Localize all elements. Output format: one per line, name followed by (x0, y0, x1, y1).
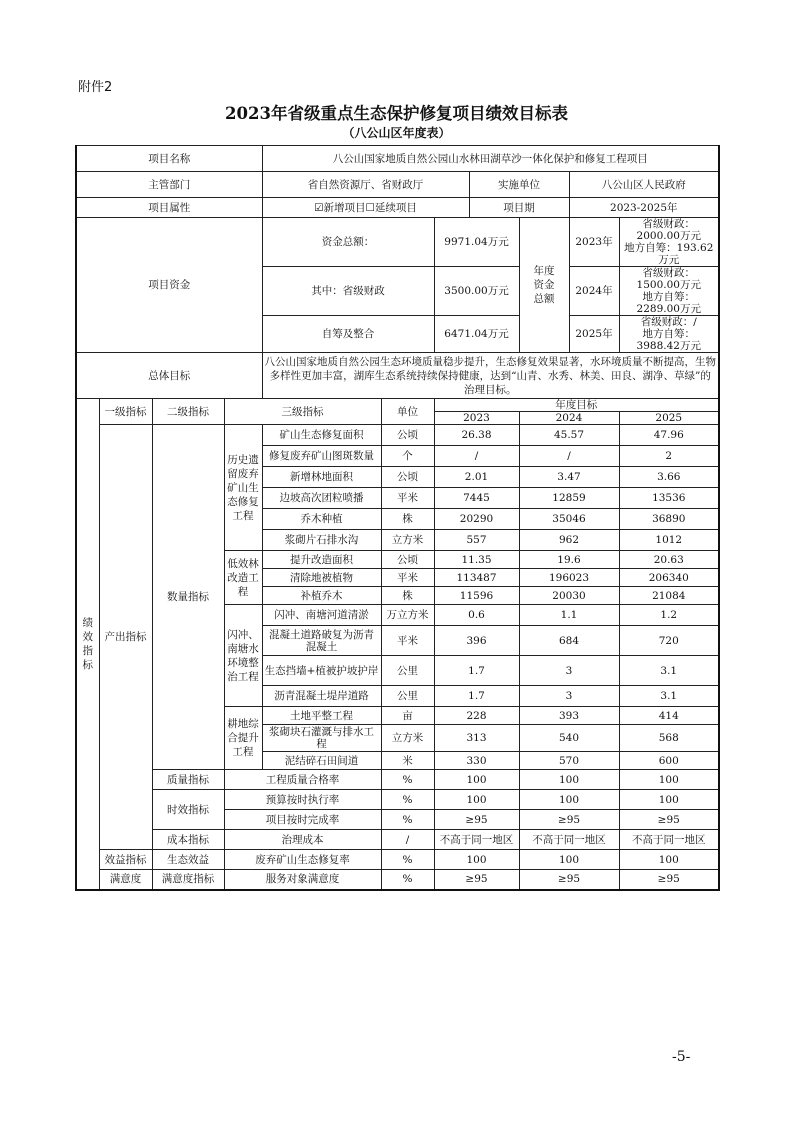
table-cell: / (381, 830, 434, 850)
dept: 省自然资源厅、省财政厅 (262, 172, 469, 198)
table-cell: 568 (619, 725, 719, 752)
group-water: 闪冲、南塘水环境整治工程 (224, 605, 262, 707)
performance-table (75, 145, 720, 891)
table-cell: ≥95 (519, 870, 619, 890)
table-cell: 720 (619, 626, 719, 656)
cell-text: 地方自筹：3988.42万元 (636, 328, 701, 352)
header-2023: 2023 (434, 412, 519, 425)
prov-value: 3500.00万元 (434, 267, 519, 316)
table-cell: 45.57 (519, 425, 619, 446)
table-cell: % (381, 810, 434, 830)
table-cell: 684 (519, 626, 619, 656)
table-cell: 提升改造面积 (262, 551, 381, 569)
table-cell: 3 (519, 656, 619, 686)
attachment-label: 附件2 (78, 80, 113, 95)
table-cell: 沥青混凝土堤岸道路 (262, 686, 381, 707)
table-cell: 26.38 (434, 425, 519, 446)
table-row (76, 770, 719, 790)
table-cell: 2.01 (434, 467, 519, 488)
cell-text: 地方自筹：2289.00万元 (636, 291, 701, 315)
table-cell: 330 (434, 752, 519, 770)
table-cell: 服务对象满意度 (224, 870, 381, 890)
satisfaction-label: 满意度 (99, 870, 152, 890)
quantity-label: 数量指标 (152, 425, 224, 770)
table-cell: 13536 (619, 488, 719, 509)
benefit-label: 效益指标 (99, 850, 152, 870)
table-cell: 196023 (519, 569, 619, 587)
table-cell: 项目按时完成率 (224, 810, 381, 830)
table-cell: 2 (619, 446, 719, 467)
table-cell: 株 (381, 509, 434, 530)
table-row (76, 870, 719, 890)
page-number: -5- (672, 1049, 691, 1065)
row-dept (76, 172, 719, 198)
table-cell: 540 (519, 725, 619, 752)
table-cell: 393 (519, 707, 619, 725)
table-cell: 1.1 (519, 605, 619, 626)
table-cell: 600 (619, 752, 719, 770)
table-row (76, 850, 719, 870)
self-label: 自筹及整合 (262, 316, 434, 353)
table-cell: 36890 (619, 509, 719, 530)
cell-text: 省级财政：2000.00万元 (636, 218, 701, 242)
year-2025: 2025年 (569, 316, 619, 353)
table-cell: 公里 (381, 686, 434, 707)
self-value: 6471.04万元 (434, 316, 519, 353)
table-cell: 1.7 (434, 656, 519, 686)
impl: 八公山区人民政府 (569, 172, 719, 198)
table-cell: 100 (519, 850, 619, 870)
table-cell: 113487 (434, 569, 519, 587)
table-cell: 不高于同一地区 (519, 830, 619, 850)
header-2024: 2024 (519, 412, 619, 425)
table-cell: 1012 (619, 530, 719, 551)
group-farmland: 耕地综合提升工程 (224, 707, 262, 770)
year-2024: 2024年 (569, 267, 619, 316)
header-l1: 一级指标 (99, 399, 152, 425)
table-cell: 20030 (519, 587, 619, 605)
table-cell: 3.47 (519, 467, 619, 488)
table-cell: 混凝土道路破复为沥青混凝土 (262, 626, 381, 656)
table-cell: 清除地被植物 (262, 569, 381, 587)
fund-2023 (619, 218, 719, 267)
table-cell: 土地平整工程 (262, 707, 381, 725)
table-cell: 100 (619, 850, 719, 870)
table-cell: ≥95 (434, 870, 519, 890)
table-cell: 泥结碎石田间道 (262, 752, 381, 770)
table-cell: 平米 (381, 569, 434, 587)
page-title: 2023年省级重点生态保护修复项目绩效目标表 (225, 104, 568, 123)
table-cell: % (381, 870, 434, 890)
table-cell: 亩 (381, 707, 434, 725)
table-cell: 47.96 (619, 425, 719, 446)
header-unit: 单位 (381, 399, 434, 425)
table-row (76, 790, 719, 810)
attr: ☑新增项目☐延续项目 (262, 198, 469, 218)
table-cell: 20290 (434, 509, 519, 530)
table-cell: 公里 (381, 656, 434, 686)
table-cell: 乔木种植 (262, 509, 381, 530)
table-cell: ≥95 (519, 810, 619, 830)
perf-label (76, 399, 99, 890)
table-row (76, 425, 719, 446)
year-2023: 2023年 (569, 218, 619, 267)
table-cell: 公顷 (381, 467, 434, 488)
header-l3: 三级指标 (224, 399, 381, 425)
table-cell: 个 (381, 446, 434, 467)
table-cell: 0.6 (434, 605, 519, 626)
annual-fund-label (519, 218, 569, 353)
table-cell: 100 (434, 790, 519, 810)
table-cell: 313 (434, 725, 519, 752)
total-value: 9971.04万元 (434, 218, 519, 267)
cell-text: 省级财政：/ (640, 316, 697, 328)
fund-2025 (619, 316, 719, 353)
table-cell: 修复废弃矿山图斑数量 (262, 446, 381, 467)
table-cell: 100 (434, 850, 519, 870)
table-cell: 414 (619, 707, 719, 725)
impl-label: 实施单位 (469, 172, 569, 198)
goal-text: 八公山国家地质自然公园生态环境质量稳步提升，生态修复效果显著，水环境质量不断提高，生物多样性更加丰富，湖库生态系统持续保持健康，达到“山青、水秀、林美、田良、湖净、草绿”的治理目标。 (262, 353, 719, 399)
table-row (76, 830, 719, 850)
table-cell: 治理成本 (224, 830, 381, 850)
table-cell: % (381, 790, 434, 810)
table-cell: 3 (519, 686, 619, 707)
table-cell: ≥95 (619, 870, 719, 890)
table-cell: ≥95 (434, 810, 519, 830)
table-cell: 396 (434, 626, 519, 656)
header-2025: 2025 (619, 412, 719, 425)
dept-label: 主管部门 (76, 172, 262, 198)
table-cell: 3.66 (619, 467, 719, 488)
attr-label: 项目属性 (76, 198, 262, 218)
table-cell: 100 (519, 770, 619, 790)
table-cell: / (434, 446, 519, 467)
table-cell: 11596 (434, 587, 519, 605)
table-cell: 557 (434, 530, 519, 551)
total-label: 资金总额： (262, 218, 434, 267)
table-cell: 株 (381, 587, 434, 605)
table-cell: 公顷 (381, 551, 434, 569)
page-subtitle: （八公山区年度表） (342, 126, 451, 140)
goal-label: 总体目标 (76, 353, 262, 399)
sat-index-label: 满意度指标 (152, 870, 224, 890)
table-cell: 570 (519, 752, 619, 770)
table-cell: 平米 (381, 626, 434, 656)
table-cell: 立方米 (381, 725, 434, 752)
cost-label: 成本指标 (152, 830, 224, 850)
table-cell: 11.35 (434, 551, 519, 569)
table-cell: 12859 (519, 488, 619, 509)
table-cell: 3.1 (619, 656, 719, 686)
table-cell: 浆砌片石排水沟 (262, 530, 381, 551)
table-cell: % (381, 850, 434, 870)
table-cell: 新增林地面积 (262, 467, 381, 488)
table-cell: 生态挡墙+植被护坡护岸 (262, 656, 381, 686)
table-cell: 补植乔木 (262, 587, 381, 605)
project-name-label: 项目名称 (76, 146, 262, 172)
header-annual: 年度目标 (434, 399, 719, 412)
table-cell: 万立方米 (381, 605, 434, 626)
table-cell: ≥95 (619, 810, 719, 830)
table-cell: 7445 (434, 488, 519, 509)
eco-label: 生态效益 (152, 850, 224, 870)
table-cell: 不高于同一地区 (434, 830, 519, 850)
header-l2: 二级指标 (152, 399, 224, 425)
table-cell: 19.6 (519, 551, 619, 569)
table-cell: 1.2 (619, 605, 719, 626)
table-cell: / (519, 446, 619, 467)
table-cell: 平米 (381, 488, 434, 509)
table-cell: 20.63 (619, 551, 719, 569)
fund-2024 (619, 267, 719, 316)
table-cell: 100 (619, 770, 719, 790)
table-cell: 35046 (519, 509, 619, 530)
group-forest: 低效林改造工程 (224, 551, 262, 605)
table-cell: 962 (519, 530, 619, 551)
period: 2023-2025年 (569, 198, 719, 218)
time-label: 时效指标 (152, 790, 224, 830)
table-cell: 100 (519, 790, 619, 810)
table-cell: 1.7 (434, 686, 519, 707)
prov-label: 其中：省级财政 (262, 267, 434, 316)
table-cell: 228 (434, 707, 519, 725)
output-label: 产出指标 (99, 425, 152, 850)
table-cell: 3.1 (619, 686, 719, 707)
cell-text: 地方自筹：193.62万元 (624, 242, 714, 266)
table-cell: 米 (381, 752, 434, 770)
cell-text: 年度资金总额 (533, 265, 555, 305)
quality-label: 质量指标 (152, 770, 224, 790)
table-cell: 206340 (619, 569, 719, 587)
table-cell: 矿山生态修复面积 (262, 425, 381, 446)
table-cell: 废弃矿山生态修复率 (224, 850, 381, 870)
project-name: 八公山国家地质自然公园山水林田湖草沙一体化保护和修复工程项目 (262, 146, 719, 172)
row-project-name (76, 146, 719, 172)
table-cell: 21084 (619, 587, 719, 605)
table-cell: 工程质量合格率 (224, 770, 381, 790)
table-cell: 公顷 (381, 425, 434, 446)
row-attr (76, 198, 719, 218)
table-cell: 边坡高次团粒喷播 (262, 488, 381, 509)
table-cell: 闪冲、南塘河道清淤 (262, 605, 381, 626)
group-mine: 历史遗留废弃矿山生态修复工程 (224, 425, 262, 551)
table-cell: 预算按时执行率 (224, 790, 381, 810)
table-cell: 不高于同一地区 (619, 830, 719, 850)
fund-label: 项目资金 (76, 218, 262, 353)
table-cell: 立方米 (381, 530, 434, 551)
period-label: 项目期 (469, 198, 569, 218)
cell-text: 省级财政：1500.00万元 (636, 267, 701, 291)
table-cell: 浆砌块石灌溉与排水工程 (262, 725, 381, 752)
table-cell: 100 (434, 770, 519, 790)
table-cell: 100 (619, 790, 719, 810)
cell-text: 绩效指标 (82, 616, 93, 671)
table-cell: % (381, 770, 434, 790)
